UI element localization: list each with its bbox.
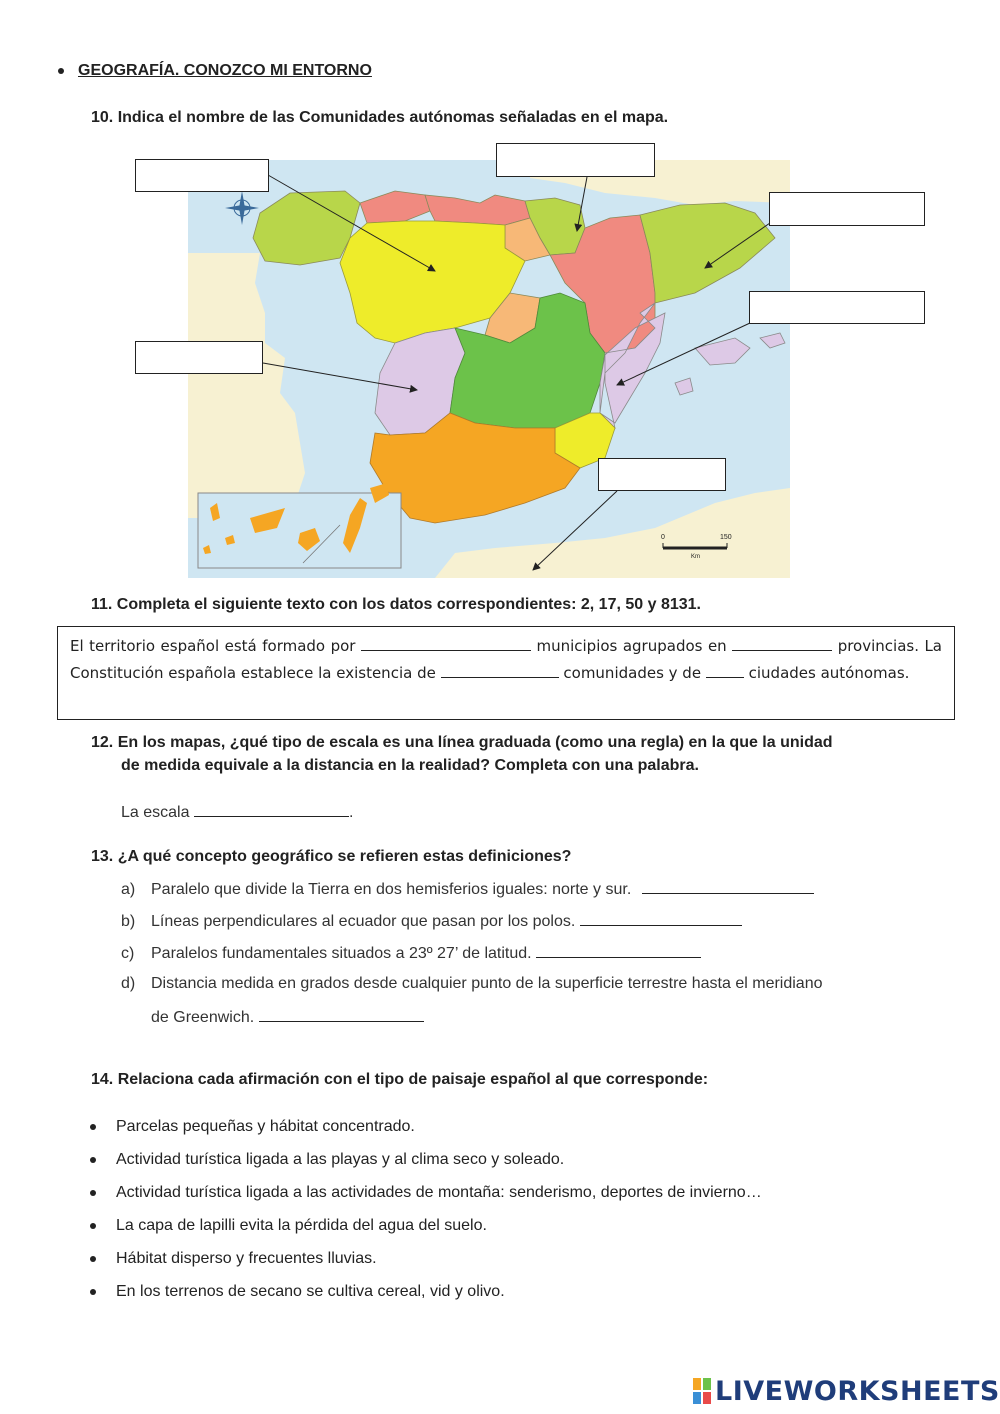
q12-answer-prefix: La escala — [121, 804, 190, 821]
q11-text-part-1: El territorio español está formado por — [70, 637, 356, 655]
map-answer-box-2[interactable] — [496, 143, 655, 177]
question-14-title: 14. Relaciona cada afirmación con el tipo de paisaje español al que corresponde: — [91, 1071, 709, 1088]
q11-blank-ciudades[interactable] — [706, 663, 744, 678]
q14-item-5-text: Hábitat disperso y frecuentes lluvias. — [116, 1250, 377, 1267]
q13-item-d-text: Distancia medida en grados desde cualquier punto de la superficie terrestre hasta el meridiano — [151, 975, 823, 992]
q14-item-6[interactable] — [90, 1283, 505, 1301]
q13-item-d — [121, 975, 941, 993]
map-answer-box-4[interactable] — [749, 291, 925, 324]
q11-text-part-5: ciudades autónomas. — [748, 664, 910, 682]
liveworksheets-logo — [693, 1376, 1000, 1407]
bullet-dot — [58, 68, 64, 74]
q14-item-6-text: En los terrenos de secano se cultiva cereal, vid y olivo. — [116, 1283, 505, 1300]
q11-text-part-4: comunidades y de — [563, 664, 702, 682]
scale-max-label: 150 — [720, 534, 732, 541]
scale-unit-label: Km — [691, 554, 700, 560]
q13-item-c-text: Paralelos fundamentales situados a 23º 27’ de latitud. — [151, 945, 532, 962]
section-heading — [58, 62, 372, 80]
q13-blank-b[interactable] — [580, 911, 742, 926]
q13-item-d-text2: de Greenwich. — [151, 1009, 255, 1026]
map-answer-box-6[interactable] — [598, 458, 726, 491]
map-answer-box-1[interactable] — [135, 159, 269, 192]
q13-item-b-text: Líneas perpendiculares al ecuador que pasan por los polos. — [151, 913, 576, 930]
bullet-dot — [90, 1190, 96, 1196]
canary-inset — [198, 493, 401, 568]
scale-zero-label: 0 — [661, 534, 665, 541]
q13-blank-d[interactable] — [259, 1007, 424, 1022]
bullet-dot — [90, 1157, 96, 1163]
question-12-title-line1: 12. En los mapas, ¿qué tipo de escala es una línea graduada (como una regla) en la que la unidad — [91, 734, 833, 751]
q14-item-3[interactable] — [90, 1184, 762, 1202]
q13-blank-c[interactable] — [536, 943, 701, 958]
q12-answer-suffix: . — [348, 804, 354, 821]
q14-item-3-text: Actividad turística ligada a las actividades de montaña: senderismo, deportes de invierno… — [116, 1184, 762, 1201]
q13-item-b — [121, 911, 742, 931]
q14-item-4[interactable] — [90, 1217, 487, 1235]
q13-blank-a[interactable] — [642, 879, 814, 894]
q14-item-1-text: Parcelas pequeñas y hábitat concentrado. — [116, 1118, 415, 1135]
q14-item-4-text: La capa de lapilli evita la pérdida del agua del suelo. — [116, 1217, 487, 1234]
q11-blank-provincias[interactable] — [732, 636, 832, 651]
q11-text-part-2: municipios agrupados en — [536, 637, 727, 655]
q13-item-b-label: b) — [121, 913, 136, 930]
q14-item-5[interactable] — [90, 1250, 377, 1268]
q13-item-a-text: Paralelo que divide la Tierra en dos hemisferios iguales: norte y sur. — [151, 881, 632, 898]
question-13-title: 13. ¿A qué concepto geográfico se refieren estas definiciones? — [91, 848, 572, 865]
section-title: GEOGRAFÍA. CONOZCO MI ENTORNO — [78, 62, 372, 79]
q13-item-a — [121, 879, 814, 899]
q11-blank-comunidades[interactable] — [441, 663, 559, 678]
bullet-dot — [90, 1124, 96, 1130]
q13-item-d-label: d) — [121, 975, 136, 992]
question-10-title: 10. Indica el nombre de las Comunidades autónomas señaladas en el mapa. — [91, 109, 669, 126]
bullet-dot — [90, 1223, 96, 1229]
q11-text-box — [57, 626, 955, 720]
q13-item-d-line2 — [151, 1007, 424, 1027]
map-answer-box-3[interactable] — [769, 192, 925, 226]
q14-item-2[interactable] — [90, 1151, 564, 1169]
bullet-dot — [90, 1289, 96, 1295]
q12-answer-line — [121, 802, 353, 822]
q11-blank-municipios[interactable] — [361, 636, 531, 651]
bullet-dot — [90, 1256, 96, 1262]
question-11-title: 11. Completa el siguiente texto con los datos correspondientes: 2, 17, 50 y 8131. — [91, 596, 701, 613]
q13-item-c-label: c) — [121, 945, 135, 962]
q11-text-part-3: provincias. La Constitución española establece la existencia de — [70, 637, 943, 682]
q13-item-a-label: a) — [121, 881, 136, 898]
map-answer-box-5[interactable] — [135, 341, 263, 374]
spain-map — [135, 143, 925, 583]
liveworksheets-badge-icon — [693, 1378, 711, 1404]
q12-blank[interactable] — [194, 802, 349, 817]
q13-item-c — [121, 943, 701, 963]
liveworksheets-brand-text: LIVEWORKSHEETS — [715, 1376, 1000, 1407]
question-12-title-line2: de medida equivale a la distancia en la realidad? Completa con una palabra. — [121, 757, 699, 774]
q14-item-2-text: Actividad turística ligada a las playas y al clima seco y soleado. — [116, 1151, 565, 1168]
q14-item-1[interactable] — [90, 1118, 415, 1136]
